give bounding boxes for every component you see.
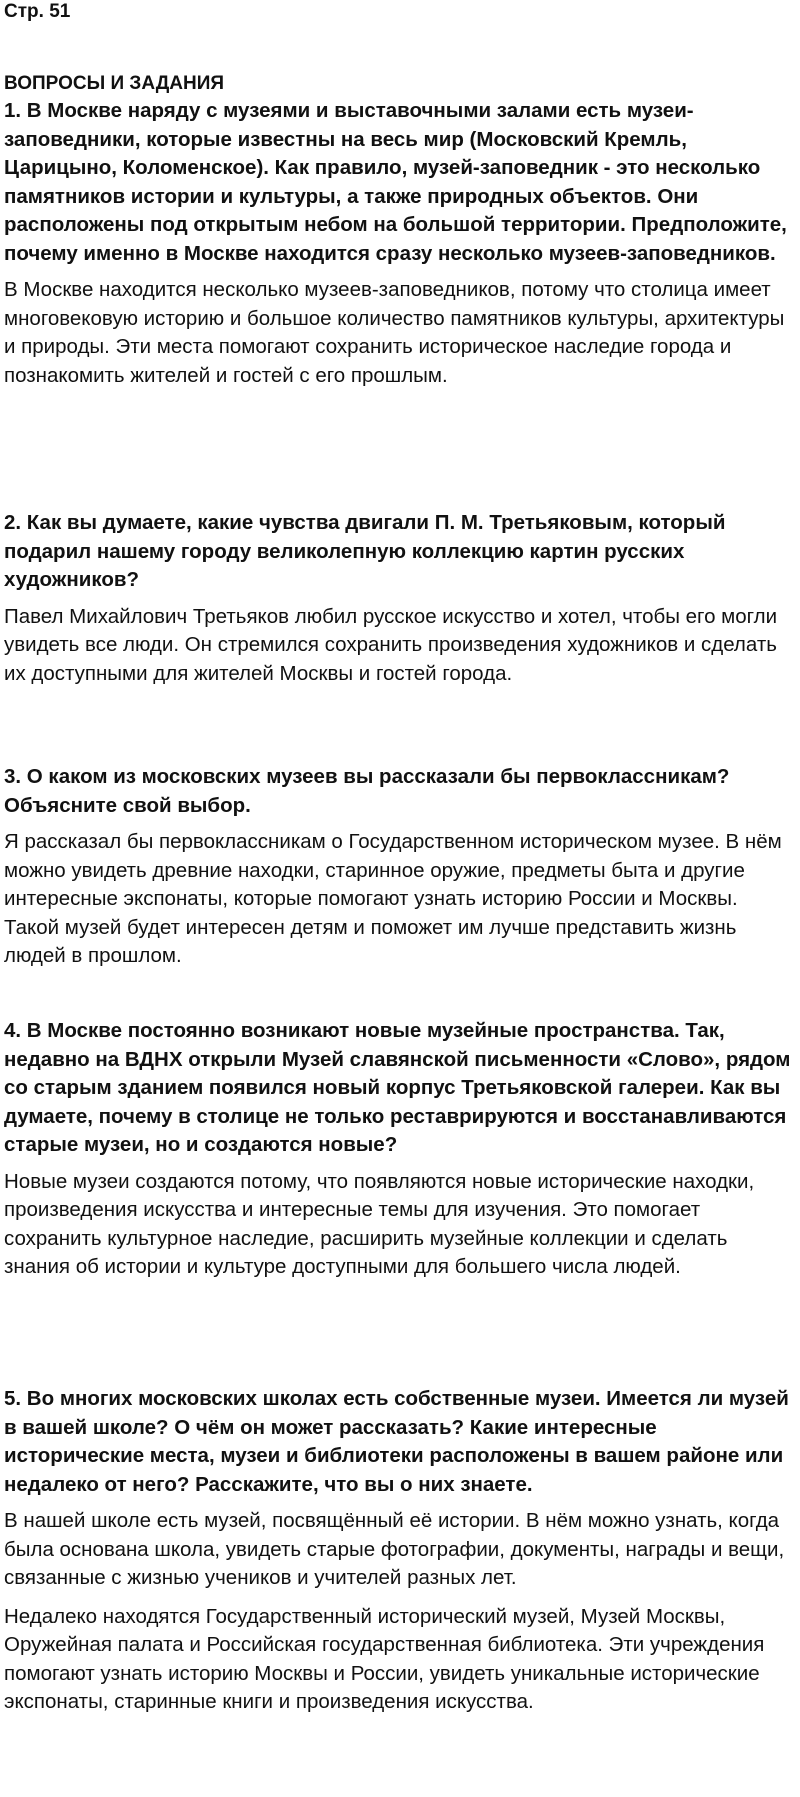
answer-text: Недалеко находятся Государственный исторический музей, Музей Москвы, Оружейная палата и Российская государственная библиотека. Эти учреждения помогают узнать историю Москвы и России, увидеть уникальные исторические экспонаты, старинные книги и произведения искусства. xyxy=(4,1604,765,1713)
answer-text: Новые музеи создаются потому, что появляются новые исторические находки, произведения искусства и интересные темы для изучения. Это помогает сохранить культурное наследие, расширить музейные коллекции и сделать знания об истории и культуре доступными для большего числа людей. xyxy=(4,1169,755,1278)
answer-text: Павел Михайлович Третьяков любил русское искусство и хотел, чтобы его могли увидеть все люди. Он стремился сохранить произведения художников и сделать их доступными для жителей Москвы и гостей города. xyxy=(4,604,778,685)
page-number: Стр. 51 xyxy=(4,1,71,22)
section-title: ВОПРОСЫ И ЗАДАНИЯ xyxy=(4,73,225,94)
question-block-2 xyxy=(4,509,796,688)
answer-text: В Москве находится несколько музеев-заповедников, потому что столица имеет многовековую историю и большое количество памятников культуры, архитектуры и природы. Эти места помогают сохранить историческое наследие города и познакомить жителей и гостей с его прошлым. xyxy=(4,278,785,387)
question-text: 1. В Москве наряду с музеями и выставочными залами есть музеи-заповедники, которые известны на весь мир (Московский Кремль, Царицыно, Коломенское). Как правило, музей-заповедник - это несколько памятников истории и культуры, а также природных объектов. Они расположены под открытым небом на большой территории. Предположите, почему именно в Москве находится сразу несколько музеев-заповедников. xyxy=(4,99,787,265)
question-block-5 xyxy=(4,1385,796,1717)
question-text: 4. В Москве постоянно возникают новые музейные пространства. Так, недавно на ВДНХ открыли Музей славянской письменности «Слово», рядом со старым зданием появился новый корпус Третьяковской галереи. Как вы думаете, почему в столице не только реставрируются и восстанавливаются старые музеи, но и создаются новые? xyxy=(4,1019,791,1156)
answer-text: Я рассказал бы первоклассникам о Государственном историческом музее. В нём можно увидеть древние находки, старинное оружие, предметы быта и другие интересные экспонаты, которые помогают узнать историю России и Москвы. Такой музей будет интересен детям и поможет им лучше представить жизнь людей в прошлом. xyxy=(4,830,782,967)
question-block-1 xyxy=(4,97,796,390)
answer-text: В нашей школе есть музей, посвящённый её истории. В нём можно узнать, когда была основана школа, увидеть старые фотографии, документы, награды и вещи, связанные с жизнью учеников и учителей разных лет. xyxy=(4,1509,785,1589)
question-text: 3. О каком из московских музеев вы рассказали бы первоклассникам? Объясните свой выбор. xyxy=(4,765,730,817)
question-text: 2. Как вы думаете, какие чувства двигали П. М. Третьяковым, который подарил нашему городу великолепную коллекцию картин русских художников? xyxy=(4,511,726,591)
question-block-3 xyxy=(4,763,796,971)
question-text: 5. Во многих московских школах есть собственные музеи. Имеется ли музей в вашей школе? О чём он может рассказать? Какие интересные исторические места, музеи и библиотеки расположены в вашем районе или недалеко от него? Расскажите, что вы о них знаете. xyxy=(4,1387,789,1496)
question-block-4 xyxy=(4,1017,796,1282)
